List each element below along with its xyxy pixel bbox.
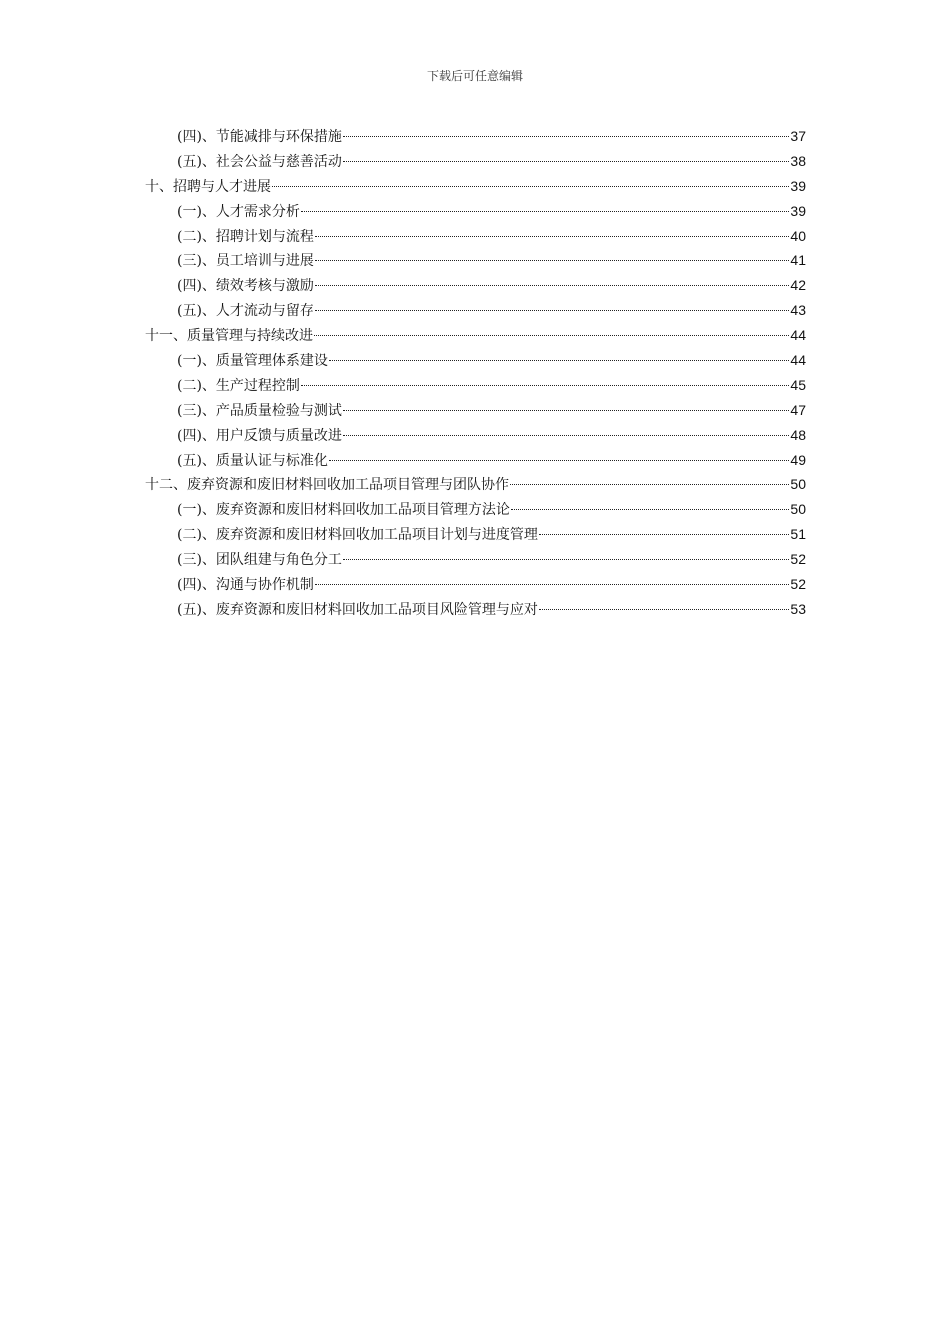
toc-entry-title: (二)、废弃资源和废旧材料回收加工品项目计划与进度管理 [177,527,538,544]
toc-entry-title: (五)、人才流动与留存 [177,303,314,320]
toc-dot-leader [343,435,789,436]
toc-page-number: 48 [790,426,806,443]
toc-dot-leader [315,584,789,585]
toc-entry[interactable] [145,273,806,298]
toc-dot-leader [315,260,789,261]
toc-chapter-entry[interactable] [145,323,806,348]
toc-entry-title: (二)、生产过程控制 [177,377,300,394]
toc-entry-title: (四)、用户反馈与质量改进 [177,427,342,444]
toc-dot-leader [343,559,789,560]
toc-entry[interactable] [145,373,806,398]
toc-page-number: 49 [790,451,806,468]
toc-entry-title: (五)、社会公益与慈善活动 [177,153,342,170]
toc-entry-title: (三)、团队组建与角色分工 [177,552,342,569]
toc-chapter-entry[interactable] [145,174,806,199]
toc-page-number: 40 [790,227,806,244]
toc-dot-leader [315,236,789,237]
toc-page-number: 38 [790,152,806,169]
toc-dot-leader [301,385,789,386]
toc-dot-leader [329,460,789,461]
toc-dot-leader [301,211,789,212]
toc-entry-title: 十、招聘与人才进展 [145,178,271,195]
toc-entry[interactable] [145,423,806,448]
toc-page-number: 51 [790,526,806,543]
toc-page-number: 39 [790,202,806,219]
toc-entry[interactable] [145,224,806,249]
toc-entry[interactable] [145,298,806,323]
toc-dot-leader [343,161,789,162]
toc-page-number: 43 [790,302,806,319]
toc-entry-title: (一)、人才需求分析 [177,203,300,220]
toc-entry[interactable] [145,597,806,622]
toc-dot-leader [315,285,789,286]
toc-dot-leader [510,484,789,485]
toc-entry-title: (三)、员工培训与进展 [177,253,314,270]
toc-entry-title: (二)、招聘计划与流程 [177,228,314,245]
toc-entry-title: (四)、沟通与协作机制 [177,577,314,594]
toc-entry[interactable] [145,348,806,373]
toc-entry-title: (三)、产品质量检验与测试 [177,402,342,419]
toc-entry[interactable] [145,124,806,149]
toc-entry[interactable] [145,497,806,522]
toc-page-number: 50 [790,476,806,493]
toc-entry-title: (四)、绩效考核与激励 [177,278,314,295]
toc-page-number: 52 [790,576,806,593]
toc-dot-leader [539,534,789,535]
toc-dot-leader [315,310,789,311]
toc-page-number: 45 [790,376,806,393]
toc-entry-title: (五)、废弃资源和废旧材料回收加工品项目风险管理与应对 [177,601,538,618]
toc-page-number: 44 [790,352,806,369]
toc-entry[interactable] [145,248,806,273]
toc-dot-leader [343,410,789,411]
toc-page-number: 39 [790,177,806,194]
toc-dot-leader [343,136,789,137]
toc-chapter-entry[interactable] [145,472,806,497]
toc-entry-title: (四)、节能减排与环保措施 [177,129,342,145]
toc-page-number: 50 [790,501,806,518]
toc-page-number: 47 [790,401,806,418]
toc-entry-title: (一)、质量管理体系建设 [177,353,328,370]
toc-dot-leader [314,335,789,336]
toc-entry[interactable] [145,522,806,547]
toc-page-number: 44 [790,327,806,344]
toc-entry[interactable] [145,199,806,224]
toc-page-number: 41 [790,252,806,269]
toc-page-number: 42 [790,277,806,294]
toc-entry[interactable] [145,572,806,597]
toc-entry-title: 十二、废弃资源和废旧材料回收加工品项目管理与团队协作 [145,477,509,494]
toc-entry-title: (一)、废弃资源和废旧材料回收加工品项目管理方法论 [177,502,510,519]
toc-dot-leader [272,186,789,187]
toc-entry-title: (五)、质量认证与标准化 [177,452,328,469]
toc-entry[interactable] [145,547,806,572]
toc-entry[interactable] [145,149,806,174]
toc-dot-leader [539,609,789,610]
toc-entry-title: 十一、质量管理与持续改进 [145,328,313,345]
toc-dot-leader [329,360,789,361]
toc-dot-leader [511,509,789,510]
page-header: 下载后可任意编辑 [426,69,523,83]
table-of-contents [145,124,806,622]
toc-page-number: 37 [790,128,806,144]
toc-entry[interactable] [145,398,806,423]
toc-page-number: 52 [790,551,806,568]
toc-entry[interactable] [145,448,806,473]
toc-page-number: 53 [790,600,806,617]
